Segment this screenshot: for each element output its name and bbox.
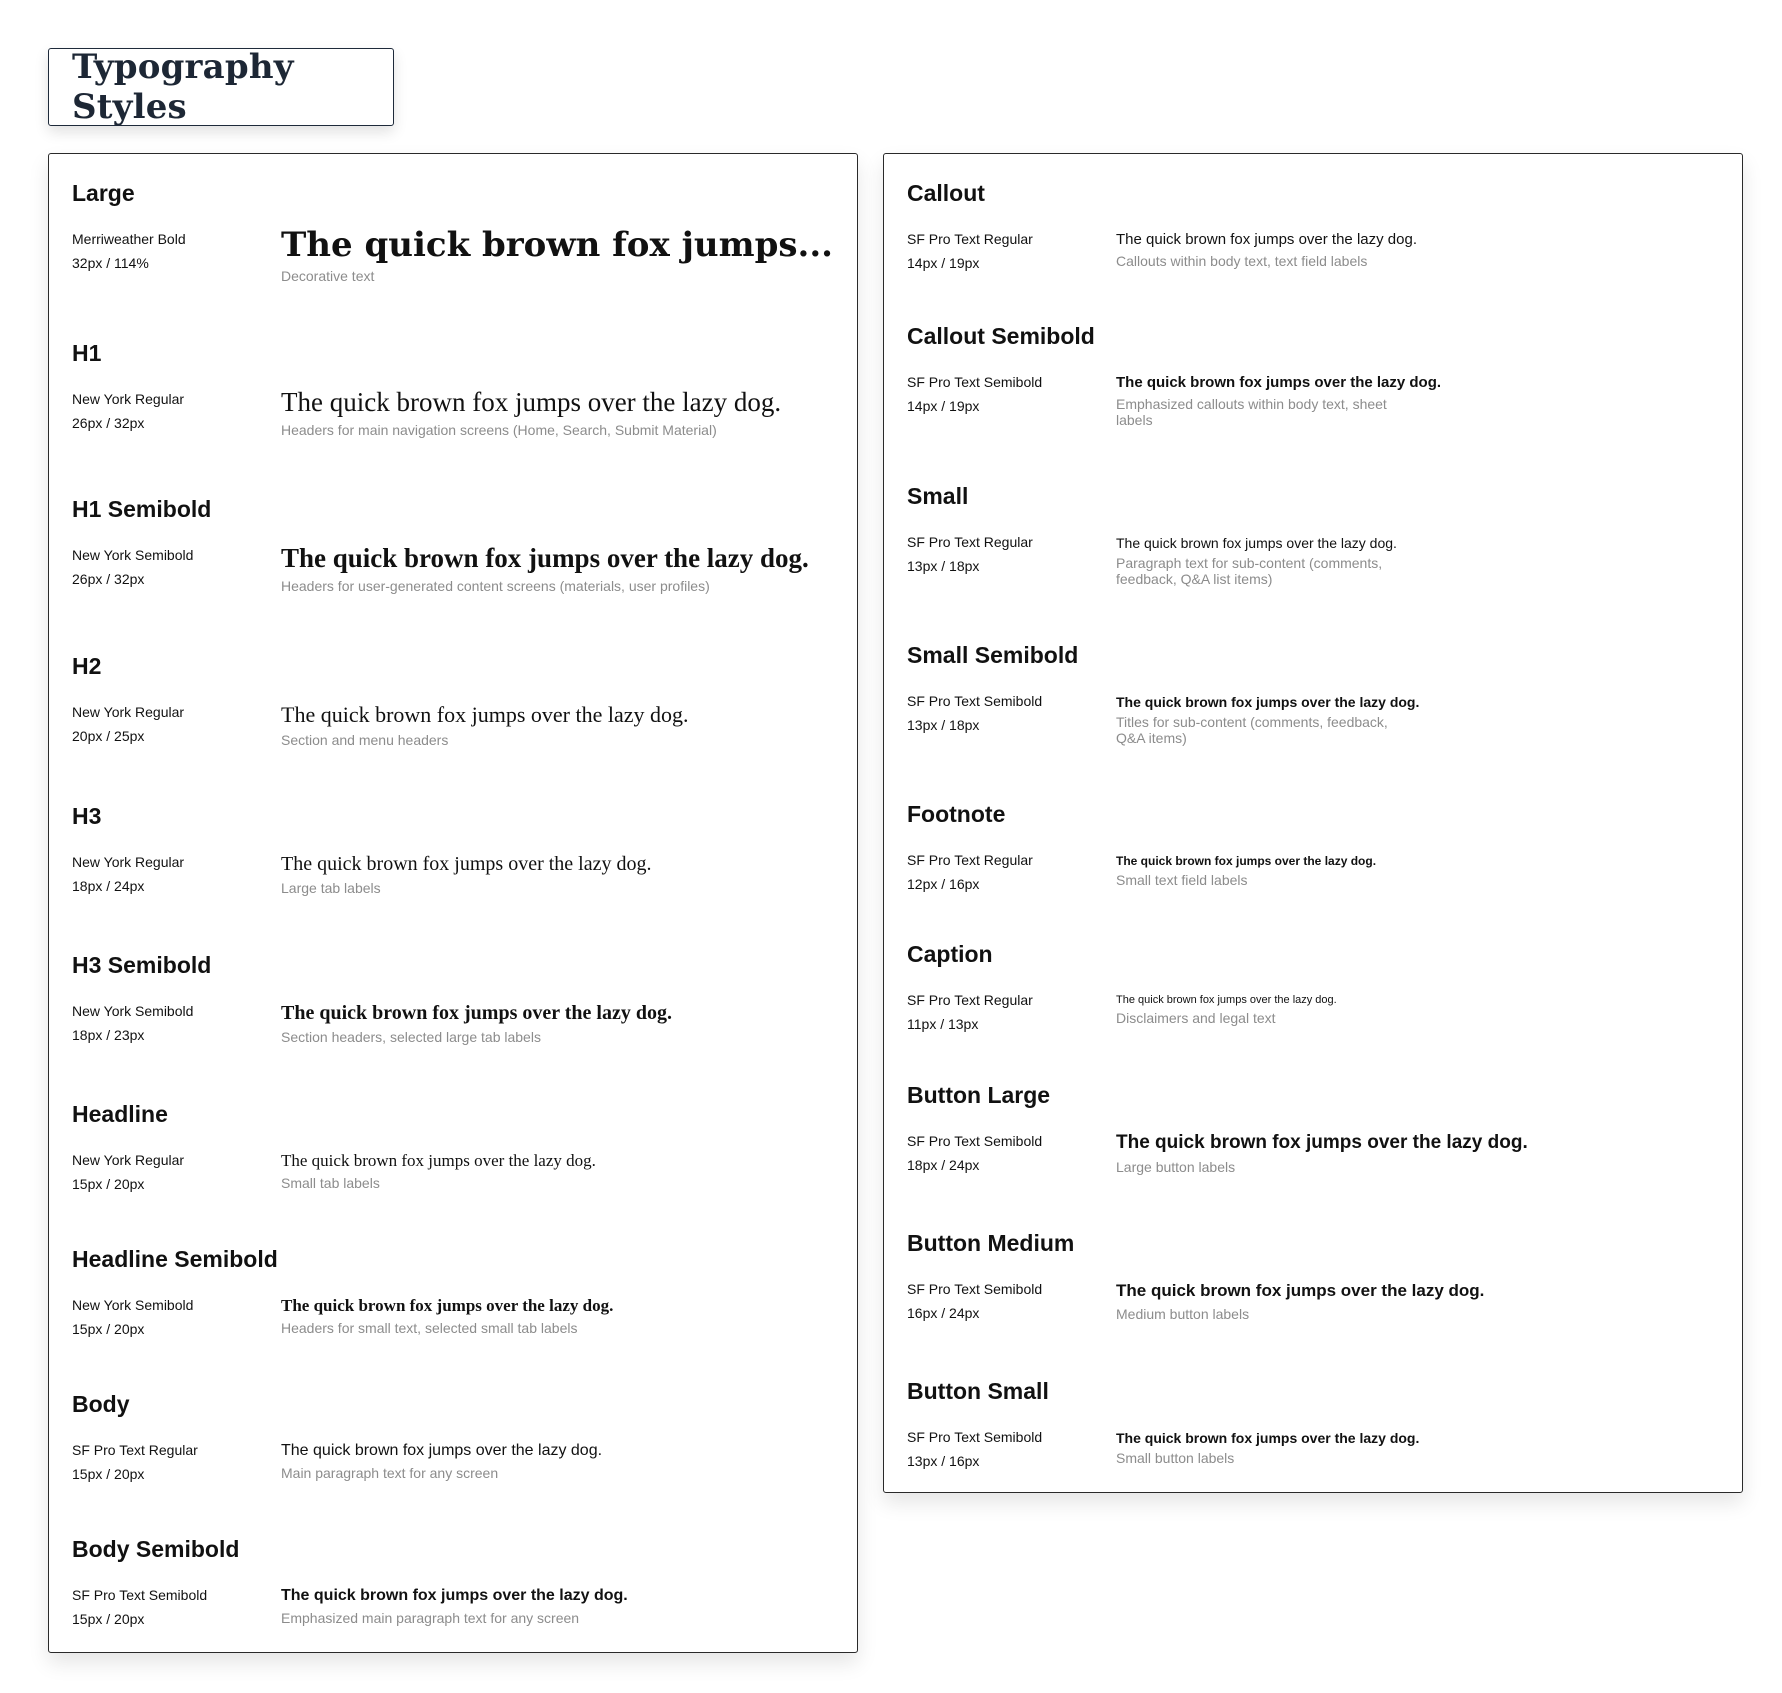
style-font: New York Regular — [72, 1152, 185, 1168]
style-sample: The quick brown fox jumps over the lazy dog. — [281, 1002, 672, 1024]
style-name: Callout — [907, 180, 985, 206]
style-description: Section and menu headers — [281, 732, 449, 748]
style-font: New York Semibold — [72, 1297, 194, 1313]
style-font: SF Pro Text Semibold — [907, 1429, 1043, 1445]
right-style-panel — [883, 153, 1743, 1493]
style-name: H1 Semibold — [72, 496, 212, 522]
style-description: Titles for sub-content (comments, feedback, Q&A items) — [1116, 714, 1388, 746]
style-font: SF Pro Text Regular — [907, 534, 1033, 550]
style-description: Disclaimers and legal text — [1116, 1010, 1276, 1026]
style-metrics: 26px / 32px — [72, 571, 145, 587]
style-metrics: 11px / 13px — [907, 1016, 979, 1032]
style-description: Callouts within body text, text field labels — [1116, 253, 1368, 269]
style-name: H2 — [72, 653, 102, 679]
style-metrics: 15px / 20px — [72, 1321, 145, 1337]
style-sample: The quick brown fox jumps over the lazy dog. — [1116, 1281, 1485, 1300]
style-font: SF Pro Text Semibold — [907, 1281, 1043, 1297]
style-metrics: 18px / 23px — [72, 1027, 145, 1043]
style-name: Body Semibold — [72, 1536, 240, 1562]
style-font: SF Pro Text Semibold — [907, 693, 1043, 709]
style-font: New York Regular — [72, 391, 185, 407]
style-sample: The quick brown fox jumps over the lazy dog. — [1116, 694, 1420, 710]
style-sample: The quick brown fox jumps over the lazy dog. — [1116, 994, 1337, 1006]
style-sample: The quick brown fox jumps over the lazy dog. — [281, 1442, 603, 1459]
style-metrics: 13px / 18px — [907, 558, 980, 574]
page-title: Typography Styles — [72, 47, 294, 127]
style-description: Main paragraph text for any screen — [281, 1465, 499, 1481]
style-name: Button Medium — [907, 1230, 1075, 1256]
style-metrics: 15px / 20px — [72, 1176, 145, 1192]
style-name: Large — [72, 180, 135, 206]
style-name: Footnote — [907, 801, 1006, 827]
style-metrics: 26px / 32px — [72, 415, 145, 431]
style-description: Large tab labels — [281, 880, 381, 896]
style-metrics: 18px / 24px — [72, 878, 145, 894]
style-metrics: 14px / 19px — [907, 255, 980, 271]
style-metrics: 12px / 16px — [907, 876, 980, 892]
style-description: Headers for main navigation screens (Home, Search, Submit Material) — [281, 422, 717, 438]
style-sample: The quick brown fox jumps... — [281, 225, 834, 265]
style-font: New York Semibold — [72, 1003, 194, 1019]
style-sample: The quick brown fox jumps over the lazy dog. — [281, 702, 689, 727]
style-metrics: 15px / 20px — [72, 1611, 145, 1627]
style-font: SF Pro Text Regular — [907, 992, 1033, 1008]
style-name: Callout Semibold — [907, 323, 1095, 349]
style-metrics: 15px / 20px — [72, 1466, 145, 1482]
style-description: Large button labels — [1116, 1159, 1236, 1175]
style-font: SF Pro Text Semibold — [72, 1587, 208, 1603]
style-font: SF Pro Text Regular — [907, 852, 1033, 868]
style-description: Emphasized main paragraph text for any screen — [281, 1610, 580, 1626]
style-description: Medium button labels — [1116, 1306, 1250, 1322]
style-font: SF Pro Text Regular — [907, 231, 1033, 247]
style-metrics: 13px / 18px — [907, 717, 980, 733]
style-description: Small tab labels — [281, 1175, 380, 1191]
style-font: SF Pro Text Semibold — [907, 374, 1043, 390]
style-metrics: 32px / 114% — [72, 255, 149, 271]
style-metrics: 14px / 19px — [907, 398, 980, 414]
style-description: Headers for small text, selected small tab labels — [281, 1320, 578, 1336]
style-sample: The quick brown fox jumps over the lazy dog. — [281, 387, 782, 417]
style-metrics: 18px / 24px — [907, 1157, 980, 1173]
style-description: Paragraph text for sub-content (comments, feedback, Q&A list items) — [1116, 555, 1383, 587]
style-metrics: 13px / 16px — [907, 1453, 980, 1469]
style-sample: The quick brown fox jumps over the lazy dog. — [1116, 231, 1417, 248]
style-font: New York Regular — [72, 704, 185, 720]
style-description: Section headers, selected large tab labels — [281, 1029, 541, 1045]
style-font: SF Pro Text Semibold — [907, 1133, 1043, 1149]
style-sample: The quick brown fox jumps over the lazy dog. — [1116, 854, 1377, 868]
style-sample: The quick brown fox jumps over the lazy dog. — [281, 1151, 596, 1170]
style-sample: The quick brown fox jumps over the lazy dog. — [1116, 535, 1397, 551]
page-title-box — [48, 48, 394, 126]
style-metrics: 20px / 25px — [72, 728, 145, 744]
style-name: H1 — [72, 340, 102, 366]
style-name: Caption — [907, 941, 993, 967]
style-description: Small text field labels — [1116, 872, 1248, 888]
style-name: H3 — [72, 803, 102, 829]
style-sample: The quick brown fox jumps over the lazy dog. — [281, 1296, 614, 1315]
style-name: H3 Semibold — [72, 952, 212, 978]
style-font: Merriweather Bold — [72, 231, 186, 247]
style-sample: The quick brown fox jumps over the lazy dog. — [1116, 1430, 1420, 1446]
style-sample: The quick brown fox jumps over the lazy dog. — [1116, 1132, 1528, 1153]
style-name: Button Small — [907, 1378, 1049, 1404]
left-style-panel — [48, 153, 858, 1653]
style-name: Small Semibold — [907, 642, 1079, 668]
style-description: Small button labels — [1116, 1450, 1235, 1466]
style-description: Emphasized callouts within body text, sheet labels — [1116, 396, 1387, 428]
style-name: Small — [907, 483, 969, 509]
style-name: Headline — [72, 1101, 168, 1127]
style-sample: The quick brown fox jumps over the lazy dog. — [1116, 374, 1442, 391]
style-name: Button Large — [907, 1082, 1051, 1108]
style-name: Body — [72, 1391, 130, 1417]
style-font: SF Pro Text Regular — [72, 1442, 198, 1458]
style-font: New York Regular — [72, 854, 185, 870]
style-sample: The quick brown fox jumps over the lazy dog. — [281, 853, 652, 875]
style-metrics: 16px / 24px — [907, 1305, 980, 1321]
style-sample: The quick brown fox jumps over the lazy dog. — [281, 543, 809, 573]
style-sample: The quick brown fox jumps over the lazy dog. — [281, 1587, 628, 1604]
style-name: Headline Semibold — [72, 1246, 278, 1272]
style-description: Decorative text — [281, 268, 375, 284]
style-description: Headers for user-generated content screens (materials, user profiles) — [281, 578, 710, 594]
style-font: New York Semibold — [72, 547, 194, 563]
